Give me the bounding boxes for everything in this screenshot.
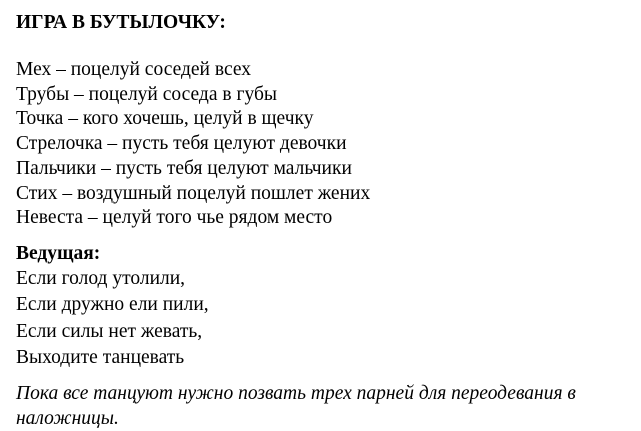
rule-line: Невеста – целуй того чье рядом место <box>16 207 333 229</box>
rule-line: Мех – поцелуй соседей всех <box>16 59 251 80</box>
verse-line: Выходите танцевать <box>16 346 185 368</box>
host-section <box>16 242 636 371</box>
page-title: ИГРА В БУТЫЛОЧКУ: <box>16 12 226 33</box>
host-verse <box>16 266 636 371</box>
rule-line: Стрелочка – пусть тебя целуют девочки <box>16 133 347 155</box>
italic-note: Пока все танцуют нужно позвать трех парней для переодевания в наложницы. <box>16 383 576 430</box>
verse-line: Если дружно ели пили, <box>16 294 209 316</box>
rule-line: Пальчики – пусть тебя целуют мальчики <box>16 157 352 179</box>
host-label: Ведущая: <box>16 242 101 264</box>
document-page <box>16 10 636 431</box>
verse-line: Если голод утолили, <box>16 267 186 289</box>
rules-list <box>16 58 636 231</box>
verse-line: Если силы нет жевать, <box>16 320 203 342</box>
rule-line: Трубы – поцелуй соседа в губы <box>16 83 277 105</box>
rule-line: Точка – кого хочешь, целуй в щечку <box>16 108 314 130</box>
rule-line: Стих – воздушный поцелуй пошлет жених <box>16 182 371 204</box>
